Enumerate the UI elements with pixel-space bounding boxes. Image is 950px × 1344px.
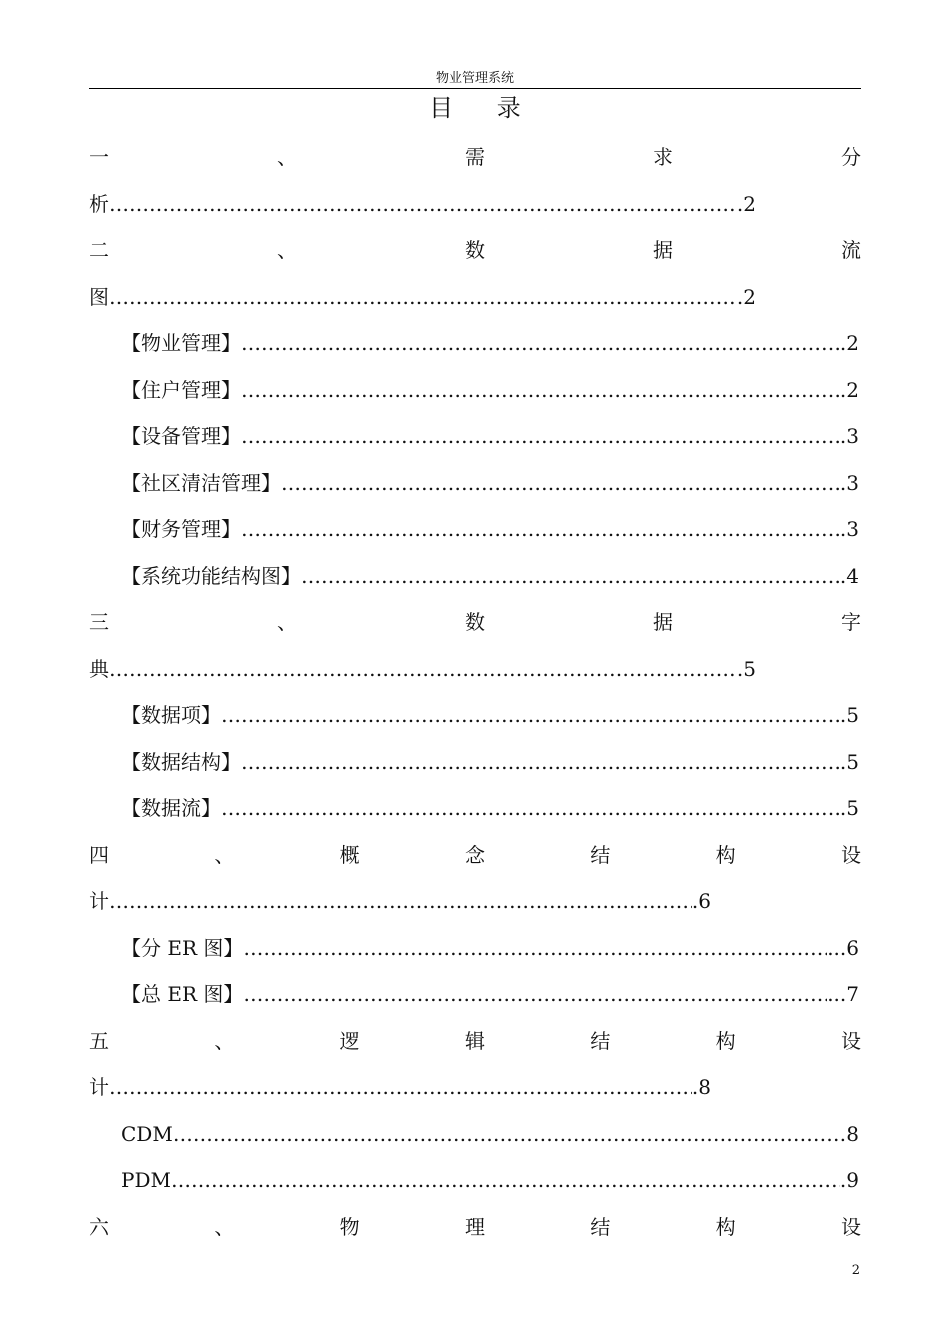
toc-entry-label: 【设备管理】 [121, 424, 241, 448]
toc-entry-page: .4 [839, 563, 859, 588]
dot-leader [241, 514, 840, 544]
heading-char: 、 [214, 842, 235, 867]
toc-entry-page: ...7 [827, 982, 859, 1006]
toc-entry-label: 【数据项】 [121, 703, 221, 727]
heading-char: 逻 [339, 1028, 360, 1053]
heading-char: 、 [277, 238, 297, 262]
heading-char: 需 [465, 145, 485, 169]
heading-char: 二 [89, 238, 109, 262]
heading-char: 设 [840, 842, 861, 867]
toc-entry-page: .3 [839, 424, 859, 448]
heading-char: 结 [590, 1214, 611, 1239]
dot-leader [109, 189, 737, 219]
toc-entry-label: CDM [121, 1121, 173, 1146]
toc-entry [121, 1119, 859, 1149]
toc-section-tail [89, 886, 711, 916]
heading-char: 求 [653, 145, 673, 169]
heading-char: 四 [89, 842, 109, 867]
toc-section-tail [89, 189, 756, 219]
toc-section-tail-page: .8 [691, 1075, 711, 1099]
toc-section-tail [89, 1072, 711, 1102]
dot-leader [173, 1119, 846, 1149]
toc-section-tail-label: 典 [89, 656, 109, 681]
heading-char: 构 [715, 842, 736, 867]
heading-char: 、 [277, 145, 297, 169]
heading-char: 数 [465, 238, 485, 262]
toc-entry-page: ...6 [827, 935, 859, 960]
toc-entry-label: 【住户管理】 [121, 377, 241, 402]
heading-char: 辑 [464, 1028, 485, 1053]
dot-leader [243, 933, 827, 963]
toc-entry-page: .5 [839, 749, 859, 774]
toc-entry-page: .9 [839, 1168, 859, 1192]
toc-section-heading [89, 235, 861, 265]
heading-char: 分 [841, 145, 861, 169]
toc-section-tail-label: 图 [89, 284, 109, 309]
toc-entry [121, 700, 859, 730]
toc-entry-page: .3 [839, 470, 859, 495]
dot-leader [243, 979, 827, 1009]
toc-entry-page: .5 [839, 796, 859, 820]
dot-leader [301, 561, 840, 591]
toc-section-heading [89, 607, 861, 637]
heading-char: 流 [841, 238, 861, 262]
toc-entry-page: 8 [846, 1121, 859, 1146]
heading-char: 据 [653, 238, 673, 262]
heading-char: 一 [89, 145, 109, 169]
dot-leader [221, 700, 840, 730]
toc-title: 目 录 [429, 94, 539, 122]
heading-char: 结 [590, 1028, 611, 1053]
heading-char: 三 [89, 610, 109, 634]
heading-char: 物 [339, 1214, 360, 1239]
toc-entry [121, 421, 859, 451]
heading-char: 构 [715, 1214, 736, 1239]
toc-entry [121, 514, 859, 544]
toc-entry-label: 【数据结构】 [121, 749, 241, 774]
toc-section-tail-page: .5 [736, 656, 756, 681]
toc-entry [121, 468, 859, 498]
dot-leader [171, 1165, 840, 1195]
toc-section-tail [89, 282, 756, 312]
heading-char: 六 [89, 1214, 109, 1239]
toc-entry [121, 979, 859, 1009]
toc-section-heading [89, 1026, 861, 1056]
heading-char: 理 [464, 1214, 485, 1239]
toc-entry-label: 【总 ER 图】 [121, 982, 244, 1006]
toc-section-tail-page: .2 [736, 191, 756, 216]
toc-entry-page: .2 [839, 377, 859, 402]
toc-entry-page: .5 [839, 703, 859, 727]
dot-leader [109, 282, 737, 312]
heading-char: 、 [214, 1028, 235, 1053]
dot-leader [281, 468, 840, 498]
heading-char: 设 [840, 1214, 861, 1239]
heading-char: 、 [277, 610, 297, 634]
page-number: 2 [851, 1263, 860, 1278]
toc-entry [121, 328, 859, 358]
heading-char: 概 [339, 842, 360, 867]
toc-entry [121, 1165, 859, 1195]
toc-section-tail-label: 析 [89, 191, 109, 216]
heading-char: 字 [841, 610, 861, 634]
dot-leader [109, 1072, 692, 1102]
toc-entry-label: 【数据流】 [121, 796, 221, 820]
toc-entry [121, 747, 859, 777]
toc-section-tail [89, 654, 756, 684]
toc-entry [121, 375, 859, 405]
toc-section-tail-page: .6 [691, 889, 711, 913]
heading-char: 结 [590, 842, 611, 867]
toc-section-tail-label: 计 [89, 889, 109, 913]
toc-section-heading [89, 1212, 861, 1242]
toc-entry-label: 【财务管理】 [121, 517, 241, 541]
toc-section-heading [89, 840, 861, 870]
toc-entry-label: 【分 ER 图】 [121, 935, 244, 960]
toc-entry [121, 933, 859, 963]
heading-char: 据 [653, 610, 673, 634]
toc-entry-label: 【系统功能结构图】 [121, 563, 301, 588]
dot-leader [241, 328, 840, 358]
toc-section-tail-label: 计 [89, 1075, 109, 1099]
heading-char: 数 [465, 610, 485, 634]
toc-entry [121, 561, 859, 591]
toc-entry-label: PDM [121, 1168, 171, 1192]
dot-leader [241, 421, 840, 451]
heading-char: 设 [840, 1028, 861, 1053]
toc-section-heading [89, 142, 861, 172]
toc-section-tail-page: .2 [736, 284, 756, 309]
toc-entry-page: .2 [839, 331, 859, 355]
heading-char: 念 [464, 842, 485, 867]
heading-char: 、 [214, 1214, 235, 1239]
page-header: 物业管理系统 [435, 71, 514, 86]
toc-entry [121, 793, 859, 823]
header-rule [89, 88, 861, 89]
dot-leader [241, 375, 840, 405]
toc-entry-label: 【物业管理】 [121, 331, 241, 355]
dot-leader [109, 886, 692, 916]
dot-leader [241, 747, 840, 777]
dot-leader [109, 654, 737, 684]
toc-entry-page: .3 [839, 517, 859, 541]
dot-leader [221, 793, 840, 823]
toc-entry-label: 【社区清洁管理】 [121, 470, 281, 495]
heading-char: 构 [715, 1028, 736, 1053]
heading-char: 五 [89, 1028, 109, 1053]
